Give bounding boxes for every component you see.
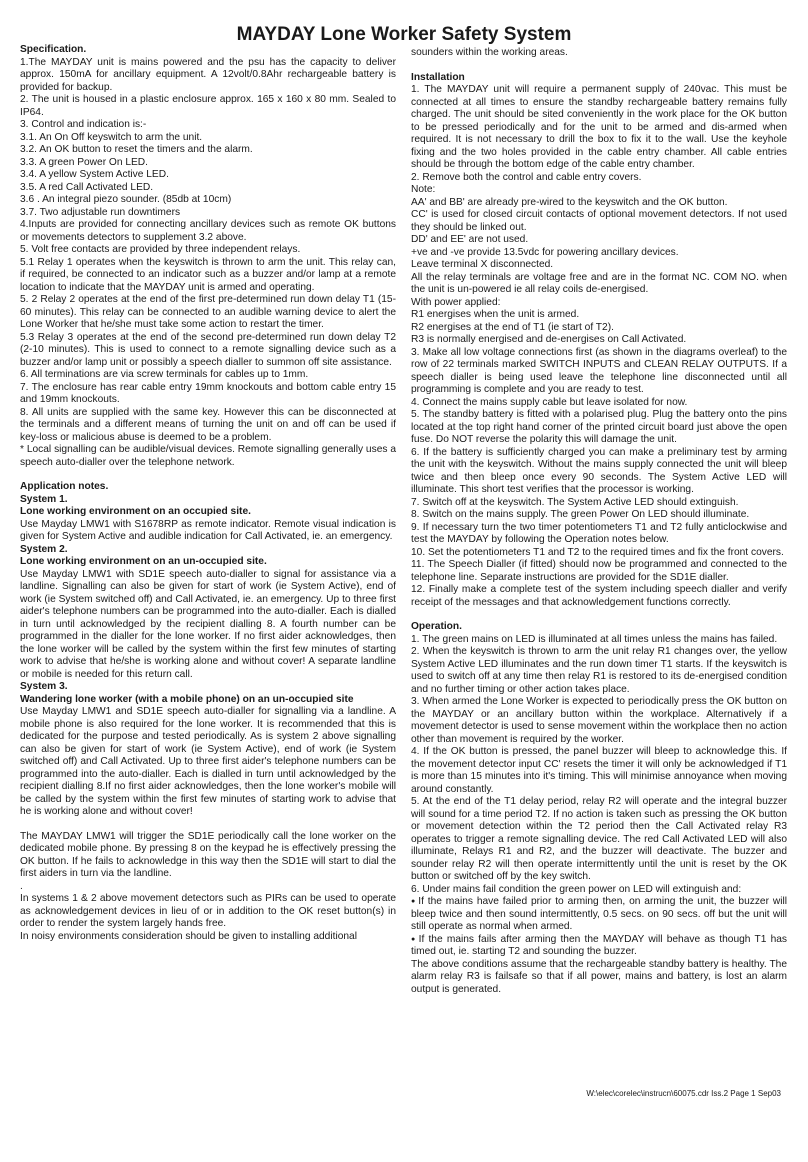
paragraph: 6. If the battery is sufficiently charged you can make a preliminary test by arming the unit with the keyswitch. Without the mains supply connected the unit will bleep twice and then bleep once every 90 seconds. The System Active LED will illuminate. This short test verifies that the processor is working. — [411, 446, 787, 495]
footer-reference: W:\elec\corelec\instrucn\60075.cdr Iss.2 Page 1 Sep03 — [586, 1089, 781, 1098]
page-title: MAYDAY Lone Worker Safety System — [236, 24, 572, 45]
paragraph: 3. When armed the Lone Worker is expected to periodically press the OK button on the MAYDAY or an ancillary button within the workplace. Alternatively if a movement detector is used to sense movement within the workplace then no action other than movement is required by the worker. — [411, 696, 787, 745]
paragraph: In systems 1 & 2 above movement detectors such as PIRs can be used to operate as acknowledgement devices in lieu of or in addition to the OK reset button(s) in order to render the system largely hands free. — [20, 893, 396, 929]
paragraph: 3. Control and indication is:- — [20, 119, 147, 130]
paragraph: R1 energises when the unit is armed. — [411, 309, 580, 320]
paragraph: Use Mayday LMW1 with S1678RP as remote indicator. Remote visual indication is given for System Active and audible indication for Call Activated, ie. an emergency. — [20, 518, 396, 542]
paragraph: Use Mayday LMW1 and SD1E speech auto-dialler for signalling via a landline. A mobile phone is also required for the lone worker. It is recommended that this is dedicated for the purpose and tested periodically. As is system 2 above signalling can also be given for start of work (ie System Active), end of work (ie System switched off) and Call Activated. Up to three first aider's telephone numbers can be programmed into the auto-dialler. Each is dialled in turn until acknowledged by the recipient dialling 8.If no first aider acknowledges, then the lone worker's mobile will be called by the system within the first few minutes of starting work to advise that he is working alone and without cover! — [20, 706, 396, 817]
paragraph: R2 energises at the end of T1 (ie start of T2). — [411, 321, 614, 333]
paragraph: 6. All terminations are via screw terminals for cables up to 1mm. — [20, 369, 309, 380]
section-heading: Wandering lone worker (with a mobile phone) on an un-occupied site — [20, 693, 354, 705]
paragraph: 2. When the keyswitch is thrown to arm the unit relay R1 changes over, the yellow System Active LED illuminates and the run down timer T1 starts. If the keyswitch is used to switch off at any time then relay R1 is restored to its de-energised condition and no further timing or other action takes place. — [411, 646, 787, 695]
paragraph: 3.4. A yellow System Active LED. — [20, 169, 169, 180]
bullet-item: ● If the mains fails after arming then the MAYDAY will behave as though T1 has timed out, ie. starting T2 and sounding the buzzer. — [411, 934, 787, 959]
paragraph: * Local signalling can be audible/visual devices. Remote signalling generally uses a speech auto-dialler over the telephone network. — [20, 444, 396, 468]
paragraph: 1. The MAYDAY unit will require a permanent supply of 240vac. This must be connected at all times to ensure the standby rechargeable battery remains fully charged. The unit should be sited conveniently in the work place for the OK button to be pressed periodically and for the unit to be armed and dis-armed when required. It is not necessary to drill the box to fix it to the wall. Use the keyhole fixing and the two holes provided in the cable entry chamber. All cable entries should be through the bottom edge of the cable entry chamber. — [411, 84, 787, 170]
paragraph: 4.Inputs are provided for connecting ancillary devices such as remote OK buttons or movements detectors to supplement 3.2 above. — [20, 219, 396, 243]
paragraph: DD' and EE' are not used. — [411, 234, 529, 245]
paragraph: 9. If necessary turn the two timer potentiometers T1 and T2 fully anticlockwise and test the MAYDAY by following the Operation notes below. — [411, 521, 787, 545]
section-heading: Application notes. — [20, 481, 109, 492]
paragraph: 4. If the OK button is pressed, the panel buzzer will bleep to acknowledge this. If the movement detector input CC' resets the timer it will only be acknowledged if T1 is more than 15 minutes into it's timing. This will minimise annoyance when moving around constantly. — [411, 746, 787, 795]
right-column — [411, 47, 787, 996]
paragraph: 3.5. A red Call Activated LED. — [20, 181, 154, 193]
paragraph: 1.The MAYDAY unit is mains powered and the psu has the capacity to deliver approx. 150mA for ancillary equipment. A 12volt/0.8Ahr rechargeable battery is provided for backup. — [20, 56, 396, 93]
paragraph: 3.6 . An integral piezo sounder. (85db at 10cm) — [20, 194, 232, 205]
left-column — [20, 44, 396, 943]
paragraph: AA' and BB' are already pre-wired to the keyswitch and the OK button. — [411, 196, 728, 208]
paragraph: 4. Connect the mains supply cable but leave isolated for now. — [411, 396, 688, 408]
paragraph: Use Mayday LMW1 with SD1E speech auto-dialler to signal for assistance via a landline. Signalling can also be given for start of work (ie System Active), end of work (ie System switched off) and Call Activated, ie. an emergency. Up to three first aider's telephone numbers can be programmed into the auto-dialler. Each is dialled in turn until acknowledged by the recipient dialling 8. A fourth number can be programmed in the dialler for the lone worker. If no first aider acknowledges, then the lone worker will be called by the system within the first few minutes of starting work to advise that he/she is working alone and without cover! A separate landline or mobile is needed for this return call. — [20, 568, 396, 680]
paragraph: +ve and -ve provide 13.5vdc for powering ancillary devices. — [411, 246, 679, 258]
paragraph: 5. The standby battery is fitted with a polarised plug. Plug the battery onto the pins located at the top right hand corner of the printed circuit board just above the open fuse. Do NOT reverse the polarity this will damage the unit. — [411, 409, 787, 445]
paragraph: 5. 2 Relay 2 operates at the end of the first pre-determined run down delay T1 (15-60 minutes). This relay can be connected to an audible warning device to alert the Lone Worker that he/she must take some action to restart the timer. — [20, 294, 396, 330]
paragraph: 1. The green mains on LED is illuminated at all times unless the mains has failed. — [411, 633, 778, 645]
paragraph: R3 is normally energised and de-energises on Call Activated. — [411, 334, 687, 345]
paragraph: The MAYDAY LMW1 will trigger the SD1E periodically call the lone worker on the dedicated mobile phone. By pressing 8 on the keypad he is effectively pressing the OK button. If he fails to acknowledge in this way then the SD1E will start to dial the first aiders in turn via the landline. — [20, 830, 396, 879]
paragraph: 5. At the end of the T1 delay period, relay R2 will operate and the integral buzzer will sound for a time period T2. If no action is taken such as pressing the OK button or movement detection within the T2 period then the Call Activated relay R3 operates to trigger a remote signalling device. The red Call Activated LED will also illuminate, Relays R1 and R2, and the buzzer will deactivate. The buzzer and sounder relay R2 will then operate intermittently until the unit is reset by the OK button or switched off by the key switch. — [411, 796, 787, 882]
paragraph: Note: — [411, 184, 436, 195]
paragraph: All the relay terminals are voltage free and are in the format NC. COM NO. when the unit is un-powered ie all relay coils de-energised. — [411, 271, 787, 295]
paragraph: 12. Finally make a complete test of the system including speech dialler and verify receipt of the messages and that acknowledgement functions correctly. — [411, 584, 787, 608]
paragraph: 3. Make all low voltage connections first (as shown in the diagrams overleaf) to the row of 22 terminals marked SWITCH INPUTS and CLEAN RELAY OUTPUTS. If a speech dialler is being used leave the telephone line disconnected until all programming is complete and you are ready to test. — [411, 346, 787, 395]
paragraph: 7. Switch off at the keyswitch. The System Active LED should extinguish. — [411, 496, 739, 508]
paragraph: In noisy environments consideration should be given to installing additional — [20, 930, 357, 942]
spacer — [20, 819, 396, 831]
paragraph: Leave terminal X disconnected. — [411, 259, 554, 270]
bullet-item: ● If the mains have failed prior to arming then, on arming the unit, the buzzer will bleep twice and then sound intermittently, 0.5 secs. on 90 secs. off but the unit will still operate as normal when armed. — [411, 896, 787, 934]
paragraph: 2. The unit is housed in a plastic enclosure approx. 165 x 160 x 80 mm. Sealed to IP64. — [20, 94, 396, 118]
section-heading: Installation — [411, 71, 465, 83]
paragraph: The above conditions assume that the rechargeable standby battery is healthy. The alarm relay R3 is failsafe so that if all power, mains and battery, is lost an alarm output is generated. — [411, 958, 787, 995]
paragraph: 11. The Speech Dialler (if fitted) should now be programmed and connected to the telephone line. Separate instructions are provided for the SD1E dialler. — [411, 559, 787, 583]
paragraph: 3.7. Two adjustable run downtimers — [20, 206, 181, 218]
paragraph: . — [20, 880, 23, 892]
paragraph: 3.3. A green Power On LED. — [20, 156, 148, 168]
paragraph: CC' is used for closed circuit contacts of optional movement detectors. If not used they should be linked out. — [411, 209, 787, 233]
paragraph: 3.1. An On Off keyswitch to arm the unit. — [20, 131, 203, 143]
spacer — [411, 60, 787, 72]
paragraph: 3.2. An OK button to reset the timers and the alarm. — [20, 144, 253, 155]
spacer — [20, 469, 396, 481]
paragraph: 6. Under mains fail condition the green power on LED will extinguish and: — [411, 883, 742, 895]
paragraph: 10. Set the potentiometers T1 and T2 to the required times and fix the front covers. — [411, 546, 784, 558]
section-heading: Lone working environment on an occupied site. — [20, 506, 251, 517]
paragraph: 5.3 Relay 3 operates at the end of the second pre-determined run down delay T2 (2-10 minutes). This is used to connect to a remote signalling device such as a buzzer and/or lamp unit or possibly a speech dialler to summon off site assistance. — [20, 331, 396, 368]
paragraph: 8. All units are supplied with the same key. However this can be disconnected at the terminals and a different means of turning the unit on and off can be used if key-loss or malicious abuse is deemed to be a problem. — [20, 406, 396, 443]
paragraph: 2. Remove both the control and cable entry covers. — [411, 171, 642, 183]
paragraph: sounders within the working areas. — [411, 47, 568, 58]
section-heading: Operation. — [411, 621, 462, 632]
paragraph: 8. Switch on the mains supply. The green Power On LED should illuminate. — [411, 509, 750, 520]
spacer — [411, 609, 787, 621]
paragraph: With power applied: — [411, 296, 501, 308]
section-heading: System 2. — [20, 543, 68, 555]
paragraph: 5.1 Relay 1 operates when the keyswitch is thrown to arm the unit. This relay can, if required, be connected to an indicator such as a buzzer and/or lamp at a remote location to indicate that the MAYDAY unit is armed and operating. — [20, 256, 396, 293]
section-heading: Lone working environment on an un-occupied site. — [20, 556, 267, 567]
paragraph: 7. The enclosure has rear cable entry 19mm knockouts and bottom cable entry 15 and 19mm knockouts. — [20, 381, 396, 405]
section-heading: System 3. — [20, 681, 68, 692]
paragraph: 5. Volt free contacts are provided by three independent relays. — [20, 244, 301, 255]
section-heading: Specification. — [20, 44, 87, 55]
section-heading: System 1. — [20, 493, 68, 505]
